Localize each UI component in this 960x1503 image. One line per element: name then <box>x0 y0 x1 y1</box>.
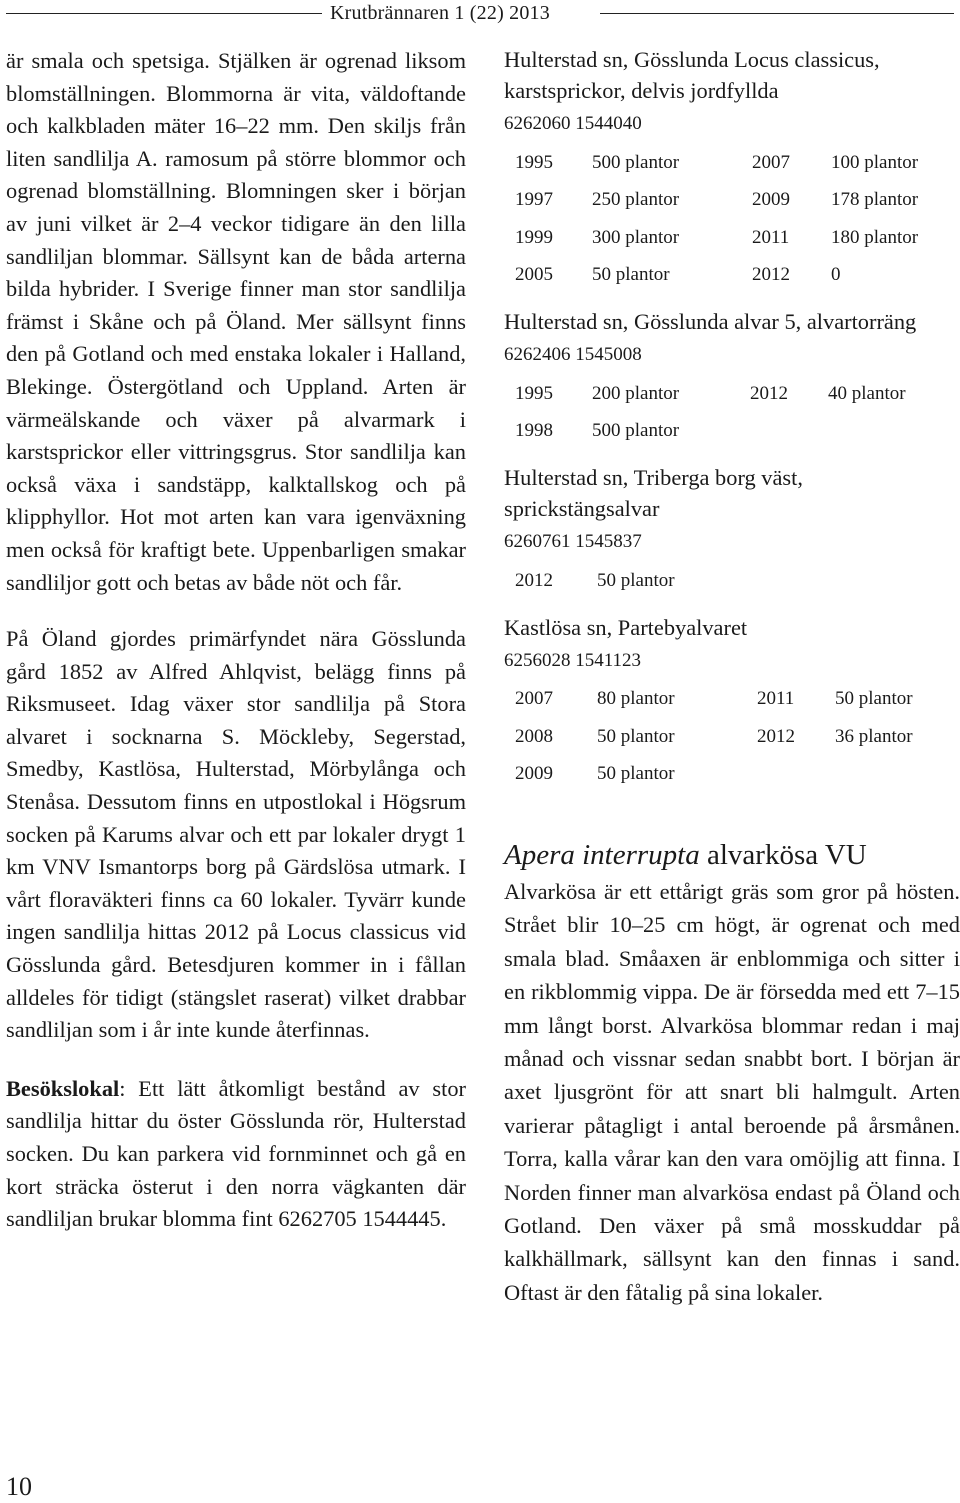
year-cell: 2009 <box>752 189 790 211</box>
year-cell: 1995 <box>515 382 553 404</box>
year-cell: 2012 <box>750 382 788 404</box>
count-cell: 40 plantor <box>828 382 906 404</box>
count-cell: 500 plantor <box>592 151 680 173</box>
left-column <box>6 45 466 1236</box>
count-cell: 36 plantor <box>835 725 913 747</box>
count-cell: 500 plantor <box>592 420 680 442</box>
count-cell: 300 plantor <box>592 226 680 248</box>
locality-triberga-borg <box>504 462 960 600</box>
count-cell: 80 plantor <box>597 688 675 710</box>
table-row <box>504 219 918 257</box>
journal-title: Krutbrännaren 1 (22) 2013 <box>330 2 550 24</box>
year-cell: 2005 <box>515 264 553 286</box>
header-rule-left <box>6 13 322 14</box>
locality-title: Hulterstad sn, Gösslunda alvar 5, alvartorräng <box>504 309 917 334</box>
species-common-name: alvarkösa VU <box>699 839 867 871</box>
count-cell: 50 plantor <box>597 725 675 747</box>
table-row <box>504 562 675 600</box>
count-cell <box>828 413 906 451</box>
running-header <box>0 0 960 34</box>
locality-coordinates: 6260761 1545837 <box>504 531 642 552</box>
table-row <box>504 375 906 413</box>
page-number: 10 <box>6 1472 32 1501</box>
year-cell: 2007 <box>752 151 790 173</box>
count-cell <box>835 756 913 794</box>
paragraph-history: På Öland gjordes primärfyndet nära Gösslunda gård 1852 av Alfred Ahlqvist, belägg finns på Riksmuseet. Idag växer stor sandlilja på Stora alvaret i socknarna S. Möckleby, Segerstad, Smedby, Kastlösa, Hulterstad, Mörbylånga och Stenåsa. Dessutom finns en utpostlokal i Högsrum socken på Karums alvar och ett par lokaler drygt 1 km VNV Ismantorps borg på Gärdslösa utmark. I vårt floraväkteri finns ca 60 lokaler. Tyvärr kunde ingen sandlilja hittas 2012 på Locus classicus vid Gösslunda gård. Betesdjuren kommer in i fållan alldeles för tidigt (stängslet raserat) vilket drabbar sandliljan som i år inte kunde återfinnas. <box>6 626 466 1043</box>
paragraph-visit-site <box>6 1073 466 1236</box>
locality-partebyalvaret <box>504 612 960 794</box>
table-row <box>504 413 906 451</box>
table-row <box>504 257 918 295</box>
year-cell: 1995 <box>515 151 553 173</box>
count-table <box>504 144 918 294</box>
year-cell: 1998 <box>515 420 553 442</box>
table-row <box>504 182 918 220</box>
count-cell: 100 plantor <box>831 151 919 173</box>
year-cell: 2012 <box>757 725 795 747</box>
locality-title: Hulterstad sn, Gösslunda Locus classicus, karstsprickor, delvis jordfyllda <box>504 47 880 103</box>
header-rule-right <box>600 13 954 14</box>
species-heading <box>504 837 960 873</box>
count-cell: 50 plantor <box>592 264 670 286</box>
year-cell: 2012 <box>752 264 790 286</box>
visit-site-label: Besökslokal <box>6 1075 120 1101</box>
year-cell: 2011 <box>757 688 795 710</box>
year-cell: 2008 <box>515 725 553 747</box>
count-cell: 0 <box>831 264 841 286</box>
count-cell: 50 plantor <box>835 688 913 710</box>
table-row <box>504 756 913 794</box>
year-cell: 2007 <box>515 688 553 710</box>
table-row <box>504 681 913 719</box>
count-cell: 50 plantor <box>597 763 675 785</box>
year-cell: 1999 <box>515 226 553 248</box>
count-table <box>504 375 906 450</box>
table-row <box>504 718 913 756</box>
locality-coordinates: 6256028 1541123 <box>504 649 642 671</box>
year-cell: 2011 <box>752 226 790 248</box>
right-column <box>504 44 960 1309</box>
year-cell: 2012 <box>515 569 553 591</box>
locality-title: Hulterstad sn, Triberga borg väst, sprickstängsalvar <box>504 465 803 521</box>
year-cell: 1997 <box>515 189 553 211</box>
year-cell <box>757 756 835 794</box>
locality-gosslunda-alvar-5 <box>504 306 960 450</box>
count-table <box>504 681 913 794</box>
count-cell: 200 plantor <box>592 382 680 404</box>
species-latin-name: Apera interrupta <box>504 839 700 871</box>
count-cell: 178 plantor <box>831 189 919 211</box>
locality-coordinates: 6262060 1544040 <box>504 113 642 134</box>
year-cell: 2009 <box>515 763 553 785</box>
locality-coordinates: 6262406 1545008 <box>504 344 642 365</box>
count-cell: 250 plantor <box>592 189 680 211</box>
locality-title: Kastlösa sn, Partebyalvaret <box>504 614 748 640</box>
species-description: Alvarkösa är ett ettårigt gräs som gror på hösten. Strået blir 10–25 cm högt, är ogrenat och med smala blad. Småaxen är enblommiga och sitter i en rikblommig vippa. De är försedda med ett 7–15 mm långt borst. Alvarkösa blommar redan i maj månad och vissnar sedan snabbt bort. I början är axet ljusgrönt för att snart bli halmgult. Arten varierar påtagligt i antal beroende på årsmånen. Torra, kalla vårar kan den vara omöjlig att finna. I Norden finner man alvarkösa endast på Öland och Gotland. Den växer på små mosskuddar på kalkhällmark, sällsynt kan den finnas i sand. Oftast är den fåtalig på sina lokaler. <box>504 879 960 1305</box>
visit-site-text: : Ett lätt åtkomligt bestånd av stor sandlilja hittar du öster Gösslunda rör, Hulterstad socken. Du kan parkera vid fornminnet och gå en kort sträcka österut i den norra vägkanten där sandliljan brukar blomma fint 6262705 1544445. <box>6 1075 466 1232</box>
count-cell: 50 plantor <box>597 569 675 591</box>
table-row <box>504 144 918 182</box>
count-table <box>504 562 675 600</box>
paragraph-description: är smala och spetsiga. Stjälken är ogrenad liksom blomställningen. Blommorna är vita, väldoftande och kalkbladen mäter 16–22 mm. Den skiljs från liten sandlilja A. ramosum på större blommor och ogrenad blomställning. Blomningen sker i början av juni vilket är 2–4 veckor tidigare än den lilla sandliljan blommar. Sällsynt kan de båda arterna bilda hybrider. I Sverige finner man stor sandlilja främst i Skåne och på Öland. Mer sällsynt finns den på Gotland och med enstaka lokaler i Halland, Blekinge. Östergötland och Uppland. Arten är värmeälskande och växer på alvarmark i karstsprickor eller vittringsgrus. Stor sandlilja kan också växa i sandstäpp, kalktallskog och på klipphyllor. Hot mot arten kan vara igenväxning men också för kraftigt bete. Uppenbarligen smakar sandliljor gott och betas av både nöt och får. <box>6 48 466 595</box>
locality-gosslunda-locus-classicus <box>504 44 960 294</box>
year-cell <box>750 413 828 451</box>
count-cell: 180 plantor <box>831 226 919 248</box>
